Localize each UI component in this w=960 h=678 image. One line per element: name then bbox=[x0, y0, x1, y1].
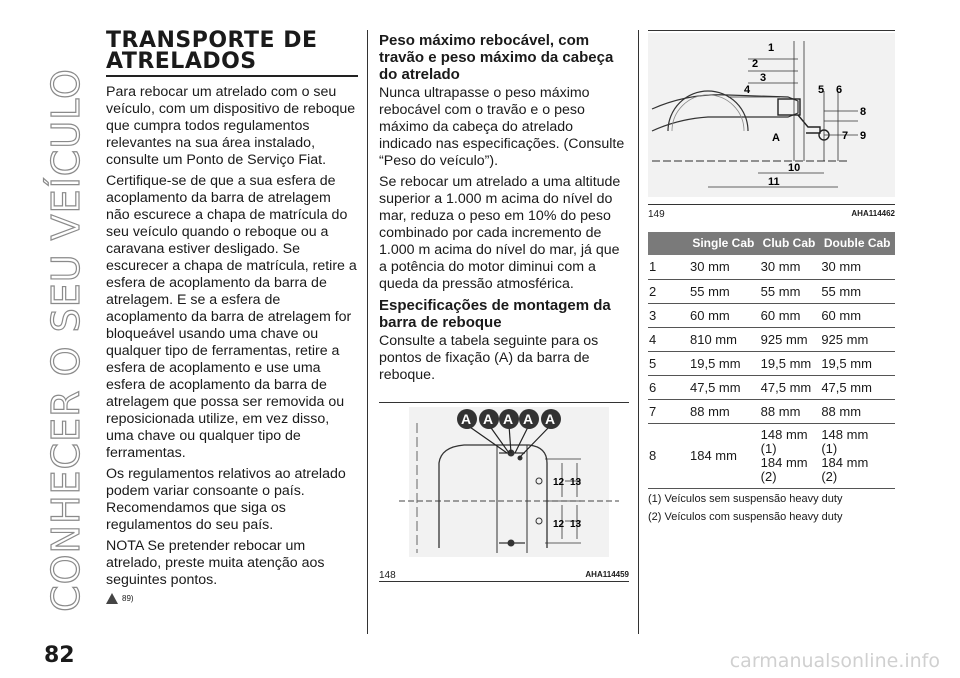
cell-line: (2) bbox=[760, 468, 777, 484]
cell-line: (2) bbox=[821, 468, 838, 484]
table-header-row bbox=[648, 232, 895, 255]
table-row bbox=[648, 255, 895, 279]
paragraph: Se rebocar um atrelado a uma altitude superior a 1.000 m acima do nível do mar, reduza o peso em 10% do peso combinado por cada incremento de 1.000 m acima do nível do mar, já que a potência do motor diminui com a queda da pressão atmosférica. bbox=[379, 174, 621, 292]
column-divider bbox=[367, 30, 368, 634]
table-cell: 88 mm bbox=[688, 399, 759, 423]
heading-towbar-specs: Especificações de montagem da barra de reboque bbox=[379, 297, 611, 331]
table-header: Single Cab bbox=[688, 232, 759, 255]
table-cell: 47,5 mm bbox=[759, 375, 820, 399]
point-label: A bbox=[483, 411, 494, 427]
table-cell: 47,5 mm bbox=[819, 375, 895, 399]
table-row bbox=[648, 375, 895, 399]
table-row bbox=[648, 351, 895, 375]
dim-label: 12 bbox=[553, 477, 565, 488]
table-cell: 30 mm bbox=[759, 255, 820, 279]
table-cell: 19,5 mm bbox=[819, 351, 895, 375]
warning-reference bbox=[106, 593, 358, 604]
towbar-mounting-diagram bbox=[379, 403, 629, 561]
table-cell: 60 mm bbox=[688, 303, 759, 327]
cell-line: 148 mm bbox=[821, 426, 869, 442]
table-cell: 47,5 mm bbox=[688, 375, 759, 399]
watermark: carmanualsonline.info bbox=[729, 650, 940, 672]
table-cell-multiline bbox=[759, 423, 820, 488]
diagram-label: 11 bbox=[768, 176, 780, 188]
cell-line: 184 mm bbox=[821, 454, 869, 470]
table-cell: 1 bbox=[648, 255, 688, 279]
diagram-label: 7 bbox=[842, 130, 849, 142]
table-footnote: (1) Veículos sem suspensão heavy duty bbox=[648, 492, 843, 505]
table-row bbox=[648, 423, 895, 488]
figure-caption bbox=[379, 566, 629, 581]
towbar-side-diagram bbox=[648, 31, 895, 199]
dim-label: 13 bbox=[570, 477, 582, 488]
column-max-weight bbox=[379, 30, 629, 582]
figure-149 bbox=[648, 30, 895, 205]
table-row bbox=[648, 327, 895, 351]
point-label: A bbox=[523, 411, 534, 427]
warning-ref-text: 89) bbox=[122, 594, 134, 603]
diagram-label: 2 bbox=[752, 58, 759, 70]
table-cell-multiline bbox=[819, 423, 895, 488]
paragraph: Certifique-se de que a sua esfera de acoplamento da barra de atrelagem não escurece a chapa de matrícula do seu veículo quando o reboque ou a caravana estiver desligado. Se escurecer a chapa de matrícula, retire a esfera de acoplamento da barra de atrelagem. E se a esfera de acoplamento da barra de atrelagem for bloqueável usando uma chave ou qualquer tipo de ferramentas, retire a esfera de acoplamento e use uma esfera de acoplamento da barra de atrelagem que possa ser removida ou reposicionada utilize, em vez disso, uma chave ou qualquer tipo de ferramentas. bbox=[106, 173, 357, 461]
table-cell: 60 mm bbox=[759, 303, 820, 327]
paragraph: Para rebocar um atrelado com o seu veículo, com um dispositivo de reboque que cumpra todos regulamentos relevantes na sua área instalado, consulte um Ponto de Serviço Fiat. bbox=[106, 84, 356, 168]
table-cell: 55 mm bbox=[688, 279, 759, 303]
column-divider bbox=[638, 30, 639, 634]
section-title-line: TRANSPORTE DE bbox=[106, 28, 318, 53]
table-row bbox=[648, 303, 895, 327]
heading-max-weight: Peso máximo rebocável, com travão e peso máximo da cabeça do atrelado bbox=[379, 32, 614, 83]
table-cell: 8 bbox=[648, 423, 688, 488]
table-cell: 30 mm bbox=[819, 255, 895, 279]
table-cell: 2 bbox=[648, 279, 688, 303]
table-footnote: (2) Veículos com suspensão heavy duty bbox=[648, 510, 843, 523]
column-towing-intro bbox=[106, 30, 358, 604]
cell-line: (1) bbox=[760, 440, 777, 456]
table-cell: 810 mm bbox=[688, 327, 759, 351]
diagram-label: 4 bbox=[744, 84, 751, 96]
table-row bbox=[648, 279, 895, 303]
cell-line: 184 mm bbox=[760, 454, 808, 470]
table-header: Double Cab bbox=[819, 232, 895, 255]
cell-line: 148 mm bbox=[760, 426, 808, 442]
table-cell: 60 mm bbox=[819, 303, 895, 327]
table-cell: 55 mm bbox=[819, 279, 895, 303]
figure-code: AHA114459 bbox=[585, 570, 629, 579]
diagram-label: 5 bbox=[818, 84, 825, 96]
towbar-spec-table bbox=[648, 232, 895, 489]
table-cell: 19,5 mm bbox=[688, 351, 759, 375]
table-header bbox=[648, 232, 688, 255]
diagram-label: 1 bbox=[768, 42, 775, 54]
figure-number: 148 bbox=[379, 570, 396, 581]
diagram-label: 8 bbox=[860, 106, 867, 118]
figure-number: 149 bbox=[648, 209, 665, 220]
table-cell: 88 mm bbox=[819, 399, 895, 423]
diagram-label: 9 bbox=[860, 130, 867, 142]
chapter-title: CONHECER O SEU VEÍCULO bbox=[44, 68, 88, 612]
table-cell: 6 bbox=[648, 375, 688, 399]
column-spec-table bbox=[648, 30, 895, 525]
table-cell: 19,5 mm bbox=[759, 351, 820, 375]
point-label: A bbox=[545, 411, 556, 427]
table-cell: 4 bbox=[648, 327, 688, 351]
page-number: 82 bbox=[44, 643, 75, 668]
table-cell: 925 mm bbox=[819, 327, 895, 351]
table-cell: 7 bbox=[648, 399, 688, 423]
table-row bbox=[648, 399, 895, 423]
dim-label: 12 bbox=[553, 519, 565, 530]
warning-triangle-icon bbox=[106, 593, 118, 604]
diagram-label: 10 bbox=[788, 162, 801, 174]
table-cell: 88 mm bbox=[759, 399, 820, 423]
diagram-label: 6 bbox=[836, 84, 843, 96]
figure-code: AHA114462 bbox=[851, 209, 895, 218]
figure-148 bbox=[379, 402, 629, 582]
point-label: A bbox=[503, 411, 514, 427]
table-cell: 5 bbox=[648, 351, 688, 375]
section-title-line: ATRELADOS bbox=[106, 49, 257, 74]
paragraph: NOTA Se pretender rebocar um atrelado, preste muita atenção aos seguintes pontos. bbox=[106, 538, 325, 588]
diagram-label: A bbox=[772, 132, 780, 144]
section-title bbox=[106, 30, 358, 77]
dim-label: 13 bbox=[570, 519, 582, 530]
diagram-label: 3 bbox=[760, 72, 767, 84]
paragraph: Nunca ultrapasse o peso máximo rebocável com o travão e o peso máximo da cabeça do atrelado indicado nas especificações. (Consulte “Peso do veículo”). bbox=[379, 85, 625, 169]
table-cell: 55 mm bbox=[759, 279, 820, 303]
table-cell: 30 mm bbox=[688, 255, 759, 279]
table-header: Club Cab bbox=[759, 232, 820, 255]
point-label: A bbox=[461, 411, 472, 427]
table-cell: 3 bbox=[648, 303, 688, 327]
table-cell: 925 mm bbox=[759, 327, 820, 351]
paragraph: Os regulamentos relativos ao atrelado podem variar consoante o país. Recomendamos que siga os regulamentos do seu país. bbox=[106, 466, 346, 533]
table-cell: 184 mm bbox=[688, 423, 759, 488]
paragraph: Consulte a tabela seguinte para os pontos de fixação (A) da barra de reboque. bbox=[379, 333, 599, 383]
cell-line: (1) bbox=[821, 440, 838, 456]
figure-caption bbox=[648, 205, 895, 220]
